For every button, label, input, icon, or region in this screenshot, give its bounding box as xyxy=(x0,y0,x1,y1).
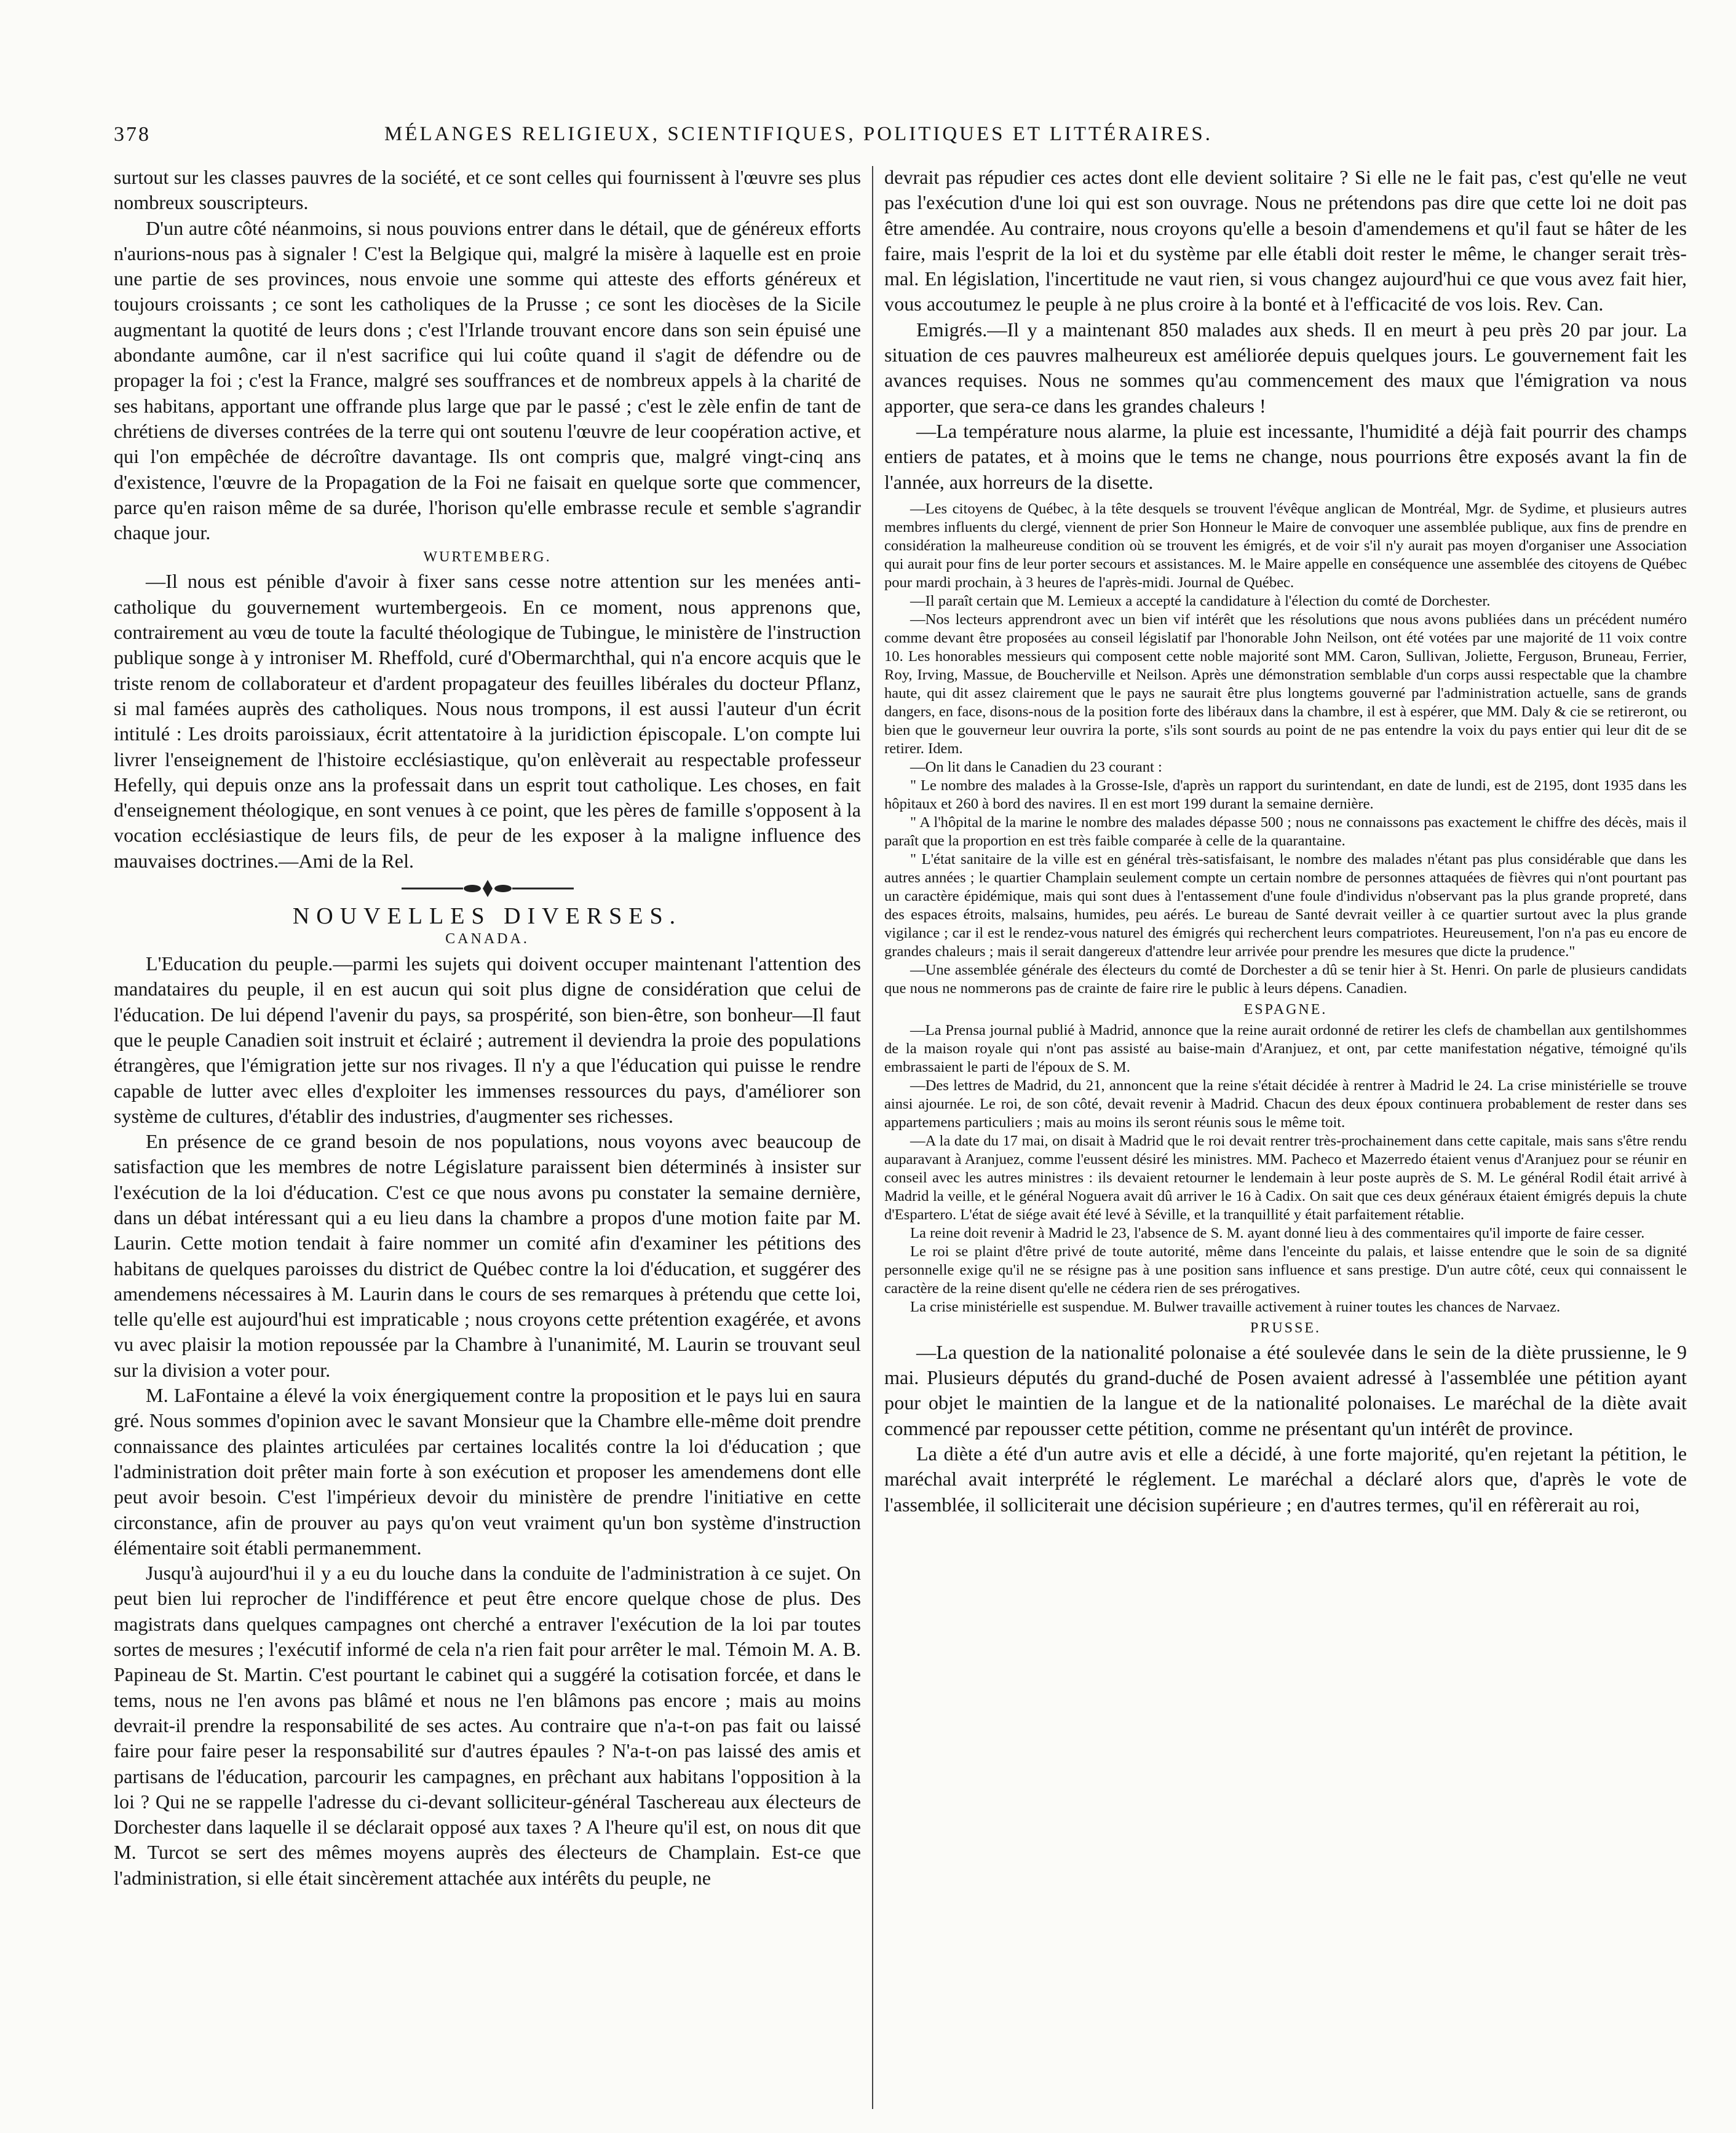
news-item: " Le nombre des malades à la Grosse-Isle, d'après un rapport du surintendant, en date de lundi, est de 2195, dont 1935 dans les hôpitaux et 260 à bord des navires. Il en est mort 199 durant la semaine dernière. xyxy=(884,777,1687,812)
ornament-divider xyxy=(114,877,861,900)
article-paragraph: Emigrés.—Il y a maintenant 850 malades aux sheds. Il en meurt à peu près 20 par jour. La situation de ces pauvres malheureux est améliorée depuis quelques jours. Le gouvernement fait les avances requises. Nous ne sommes qu'au commencement des maux que l'émigration va nous apporter, que sera-ce dans les grandes chaleurs ! xyxy=(884,318,1687,417)
news-item: La reine doit revenir à Madrid le 23, l'absence de S. M. ayant donné lieu à des commentaires qu'il importe de faire cesser. xyxy=(910,1224,1645,1241)
news-item: —Il paraît certain que M. Lemieux a accepté la candidature à l'élection du comté de Dorchester. xyxy=(910,592,1491,609)
left-column xyxy=(114,165,861,2120)
section-heading-wurtemberg: WURTEMBERG. xyxy=(423,549,552,566)
news-item: " A l'hôpital de la marine le nombre des malades dépasse 500 ; nous ne connaissons pas exactement le chiffre des décès, mais il paraît que la proportion en est très faible comparée à celle de la quarantaine. xyxy=(884,813,1687,849)
section-heading-nouvelles: NOUVELLES DIVERSES. xyxy=(292,903,683,930)
section-heading-prusse: PRUSSE. xyxy=(1250,1320,1322,1336)
news-item: " L'état sanitaire de la ville est en général très-satisfaisant, le nombre des malades n'étant pas plus considérable que dans les autres années ; le quartier Champlain seulement compte un certain nombre de personnes attaquées de fièvres qui n'ont pourtant pas un caractère épidémique, mais qui sont dues à l'entassement d'une foule d'individus n'observant pas la plus grande propreté, dans des espaces étroits, malsains, humides, peu aérés. Le bureau de Santé devrait veiller à ce quartier surtout avec la plus grande vigilance ; car il est le rendez-vous naturel des émigrés qui recherchent leurs compatriotes. Heureusement, l'on n'a pas eu encore de grandes chaleurs ; mais il serait dangereux d'attendre leur arrivée pour prendre les mesures que dicte la prudence." xyxy=(884,850,1687,960)
article-paragraph: —Il nous est pénible d'avoir à fixer sans cesse notre attention sur les menées anti-catholique du gouvernement wurtembergeois. En ce moment, nous apprenons que, contrairement au vœu de toute la faculté théologique de Tubingue, le ministère de l'instruction publique songe à y introniser M. Rheffold, curé d'Obermarchthal, qui n'a encore acquis que le triste renom de collaborateur et d'ardent propagateur des feuilles libérales du docteur Pflanz, si mal famées auprès des catholiques. Nous nous trompons, il est aussi l'auteur d'un écrit intitulé : Les droits paroissiaux, écrit attentatoire à la juridiction épiscopale. L'on compte lui livrer l'enseignement de l'histoire ecclésiastique, qu'on enlèverait au respectable professeur Hefelly, qui depuis onze ans la professait dans un esprit tout catholique. Les choses, en fait d'enseignement théologique, en sont venues à ce point, que les pères de famille s'opposent à la vocation ecclésiastique de leurs fils, de peur de les exposer à la maligne influence des mauvaises doctrines.—Ami de la Rel. xyxy=(114,570,861,872)
column-rule xyxy=(872,166,873,2109)
section-heading-espagne: ESPAGNE. xyxy=(1243,1001,1328,1018)
article-paragraph: En présence de ce grand besoin de nos populations, nous voyons avec beaucoup de satisfaction que les membres de notre Législature paraissent bien déterminés à insister sur l'exécution de la loi d'éducation. C'est ce que nous avons pu constater la semaine dernière, dans un débat intéressant qui a eu lieu dans la chambre a propos d'une motion faite par M. Laurin. Cette motion tendait à faire nommer un comité afin d'examiner les pétitions des habitans de quelques paroisses du district de Québec contre la loi d'éducation, et suggérer des amendemens nécessaires à M. Laurin dans le cours de ses remarques à prétendu que cette loi, telle qu'elle est aujourd'hui est impraticable ; nous croyons cette prétention exagérée, et avons vu avec plaisir la motion repoussée par la Chambre à l'unanimité, M. Laurin se trouvant seul sur la division a voter pour. xyxy=(114,1130,861,1381)
news-item: La crise ministérielle est suspendue. M. Bulwer travaille activement à ruiner toutes les chances de Narvaez. xyxy=(910,1298,1561,1315)
page-number: 378 xyxy=(114,123,151,146)
article-paragraph: —La question de la nationalité polonaise a été soulevée dans le sein de la diète prussienne, le 9 mai. Plusieurs députés du grand-duché de Posen avaient adressé à l'assemblée une pétition ayant pour objet le maintien de la langue et de la nationalité polonaises. Le maréchal de la diète avait commencé par repousser cette pétition, comme ne présentant qu'un intérêt de province. xyxy=(884,1340,1687,1439)
article-paragraph: D'un autre côté néanmoins, si nous pouvions entrer dans le détail, que de généreux efforts n'aurions-nous pas à signaler ! C'est la Belgique qui, malgré la misère à laquelle est en proie une partie de ses provinces, nous envoie une somme qui atteste des efforts généreux et toujours croissants ; ce sont les catholiques de la Prusse ; ce sont les diocèses de la Sicile augmentant la quotité de leurs dons ; c'est l'Irlande trouvant encore dans son sein épuisé une abondante aumône, car il n'est sacrifice qui lui coûte quand il s'agit de défendre ou de propager la foi ; c'est la France, malgré ses souffrances et de nombreux appels à la charité de ses habitans, apportant une offrande plus large que par le passé ; c'est le zèle enfin de tant de chrétiens de diverses contrées de la terre qui ont soutenu l'œuvre de leur coopération active, et qui l'on empêchée de décroître davantage. Ils ont compris que, malgré vingt-cinq ans d'existence, l'œuvre de la Propagation de la Foi ne faisait en quelque sorte que commencer, parce qu'en raison même de sa durée, l'horison qu'elle embrasse recule et semble s'agrandir chaque jour. xyxy=(114,216,861,544)
article-paragraph: Jusqu'à aujourd'hui il y a eu du louche dans la conduite de l'administration à ce sujet. On peut bien lui reprocher de l'indifférence et peut être encore quelque chose de plus. Des magistrats dans quelques campagnes ont cherché a entraver l'exécution de la loi par toutes sortes de mesures ; l'exécutif informé de cela n'a rien fait pour arrêter le mal. Témoin M. A. B. Papineau de St. Martin. C'est pourtant le cabinet qui a suggéré la cotisation forcée, et dans le tems, nous ne l'en avons pas blâmé et nous ne l'en blâmons pas encore ; mais au moins devrait-il prendre la responsabilité de ses actes. Au contraire que n'a-t-on pas fait ou laissé faire pour faire peser la responsabilité sur d'autres épaules ? N'a-t-on pas laissé des amis et partisans de l'éducation, parcourir les campagnes, en prêchant aux habitans l'opposition à la loi ? Qui ne se rappelle l'adresse du ci-devant solliciteur-général Taschereau aux électeurs de Dorchester dans laquelle il se déclarait opposé aux taxes ? A l'heure qu'il est, on nous dit que M. Turcot se sert des mêmes moyens auprès des électeurs de Champlain. Est-ce que l'administration, si elle était sincèrement attachée aux intérêts du peuple, ne xyxy=(114,1562,861,1889)
article-paragraph: L'Education du peuple.—parmi les sujets qui doivent occuper maintenant l'attention des mandataires du peuple, il en est aucun qui soit plus digne de considération que celui de l'éducation. De lui dépend l'avenir du pays, sa prospérité, son bien-être, son bonheur—Il faut que le peuple Canadien soit instruit et éclairé ; autrement il deviendra la proie des populations étrangères, que l'émigration jette sur nos rivages. Il n'y a que l'éducation qui puisse le rendre capable de lutter avec elles d'exploiter les immenses ressources du pays, d'améliorer son système de cultures, d'établir des industries, d'augmenter ses richesses. xyxy=(114,952,861,1127)
news-item: —Des lettres de Madrid, du 21, annoncent que la reine s'était décidée à rentrer à Madrid le 24. La crise ministérielle se trouve ainsi ajournée. Le roi, de son côté, devait revenir à Madrid. Chacun des deux époux continuera probablement de rester dans ses appartemens particuliers ; mais au moins ils seront réunis sous le même toit. xyxy=(884,1077,1687,1131)
right-column xyxy=(884,165,1687,2120)
running-title: MÉLANGES RELIGIEUX, SCIENTIFIQUES, POLITIQUES ET LITTÉRAIRES. xyxy=(384,123,1213,145)
news-item: —A la date du 17 mai, on disait à Madrid que le roi devait rentrer très-prochainement dans cette capitale, mais sans s'être rendu auparavant à Aranjuez, comme l'eussent désiré les ministres. MM. Pacheco et Mazerredo étaient venus d'Aranjuez pour se réunir en conseil avec les autres ministres : ils devaient retourner le lendemain à leur poste auprès de S. M. Le général Rodil était arrivé à Madrid la veille, et le général Noguera avait dû arriver le 16 à Cadix. On sait que ces deux généraux étaient émigrés depuis la chute d'Espartero. L'état de siége avait été levé à Séville, et la tranquillité y était parfaitement rétablie. xyxy=(884,1132,1687,1223)
news-item: —Une assemblée générale des électeurs du comté de Dorchester a dû se tenir hier à St. Henri. On parle de plusieurs candidats que nous ne nommerons pas de crainte de faire rire le public à leurs dépens. Canadien. xyxy=(884,961,1687,997)
section-heading-canada: CANADA. xyxy=(445,931,529,948)
news-item: —Nos lecteurs apprendront avec un bien vif intérêt que les résolutions que nous avons publiées dans un précédent numéro comme devant être proposées au conseil législatif par l'honorable John Neilson, ont été votées par une majorité de 11 voix contre 10. Les honorables messieurs qui composent cette noble majorité sont MM. Caron, Sullivan, Joliette, Ferguson, Bruneau, Ferrier, Roy, Irving, Massue, de Boucherville et Neilson. Après une démonstration semblable d'un corps aussi respectable que la chambre haute, qui dit assez clairement que le pays ne saurait être plus longtems gouverné par l'administration actuelle, sans de grands dangers, en face, disons-nous de la position forte des libéraux dans la chambre, il est à espérer, que MM. Daly & cie se retireront, ou bien que le gouverneur leur ouvrira la porte, s'ils sont sourds au point de ne pas entendre la voix du pays entier qui leur dit de se retirer. Idem. xyxy=(884,611,1687,757)
news-item: Le roi se plaint d'être privé de toute autorité, même dans l'enceinte du palais, et laisse entendre que le soin de sa dignité personnelle exige qu'il ne se résigne pas à une position sans influence et sans prestige. D'un autre côté, ceux qui connaissent le caractère de la reine disent qu'elle ne cédera rien de ses prérogatives. xyxy=(884,1243,1687,1297)
article-paragraph: La diète a été d'un autre avis et elle a décidé, à une forte majorité, qu'en rejetant la pétition, le maréchal avait interprété le réglement. Le maréchal a déclaré alors que, d'après le vote de l'assemblée, il solliciterait une décision supérieure ; en d'autres termes, qu'il en réfèrerait au roi, xyxy=(884,1442,1687,1516)
article-paragraph: M. LaFontaine a élevé la voix énergiquement contre la proposition et le pays lui en saura gré. Nous sommes d'opinion avec le savant Monsieur que la Chambre elle-même doit prendre connaissance des plaintes articulées par certaines localités contre la loi d'éducation ; que l'administration doit prêter main forte à son exécution et proposer les amendemens dont elle peut avoir besoin. C'est l'impérieux devoir du ministère de prendre l'initiative en cette circonstance, afin de prouver au pays qu'on veut vraiment qu'un bon système d'instruction élémentaire soit établi permanemment. xyxy=(114,1384,861,1559)
news-item: —On lit dans le Canadien du 23 courant : xyxy=(910,758,1162,775)
news-item: —La Prensa journal publié à Madrid, annonce que la reine aurait ordonné de retirer les clefs de chambellan aux gentilshommes de la maison royale qui n'ont pas assisté au baise-main d'Aranjuez, et ont, par cette manifestation négative, témoigné qu'ils embrassaient le parti de l'époux de S. M. xyxy=(884,1021,1687,1075)
article-paragraph: surtout sur les classes pauvres de la société, et ce sont celles qui fournissent à l'œuvre ses plus nombreux souscripteurs. xyxy=(114,166,861,214)
news-item: —Les citoyens de Québec, à la tête desquels se trouvent l'évêque anglican de Montréal, Mgr. de Sydime, et plusieurs autres membres influents du clergé, viennent de prier Son Honneur le Maire de convoquer une assemblée publique, aux fins de prendre en considération la malheureuse condition où se trouvent les émigrés, et de voir s'il n'y aurait pas moyen d'organiser une Association qui aurait pour fins de leur porter secours et assistances. M. le Maire appelle en conséquence une assemblée des citoyens de Québec pour mardi prochain, à 3 heures de l'après-midi. Journal de Québec. xyxy=(884,500,1687,591)
article-paragraph: —La température nous alarme, la pluie est incessante, l'humidité a déjà fait pourrir des champs entiers de patates, et à moins que le tems ne change, nous pourrions être exposés avant la fin de l'année, aux horreurs de la disette. xyxy=(884,419,1687,493)
ornament-divider-icon xyxy=(395,877,580,900)
article-paragraph: devrait pas répudier ces actes dont elle devient solitaire ? Si elle ne le fait pas, c'est qu'elle ne veut pas l'exécution d'une loi qui est son ouvrage. Nous ne prétendons pas dire que cette loi ne doit pas être amendée. Au contraire, nous croyons qu'elle a besoin d'amendemens et qu'il faut se hâter de les faire, mais l'esprit de la loi et du système par elle établi doit rester le même, le changer serait très-mal. En législation, l'incertitude ne vaut rien, si vous changez aujourd'hui ce que vous avez fait hier, vous accoutumez le peuple à ne plus croire à la bonté et à l'efficacité de vos lois. Rev. Can. xyxy=(884,166,1687,315)
